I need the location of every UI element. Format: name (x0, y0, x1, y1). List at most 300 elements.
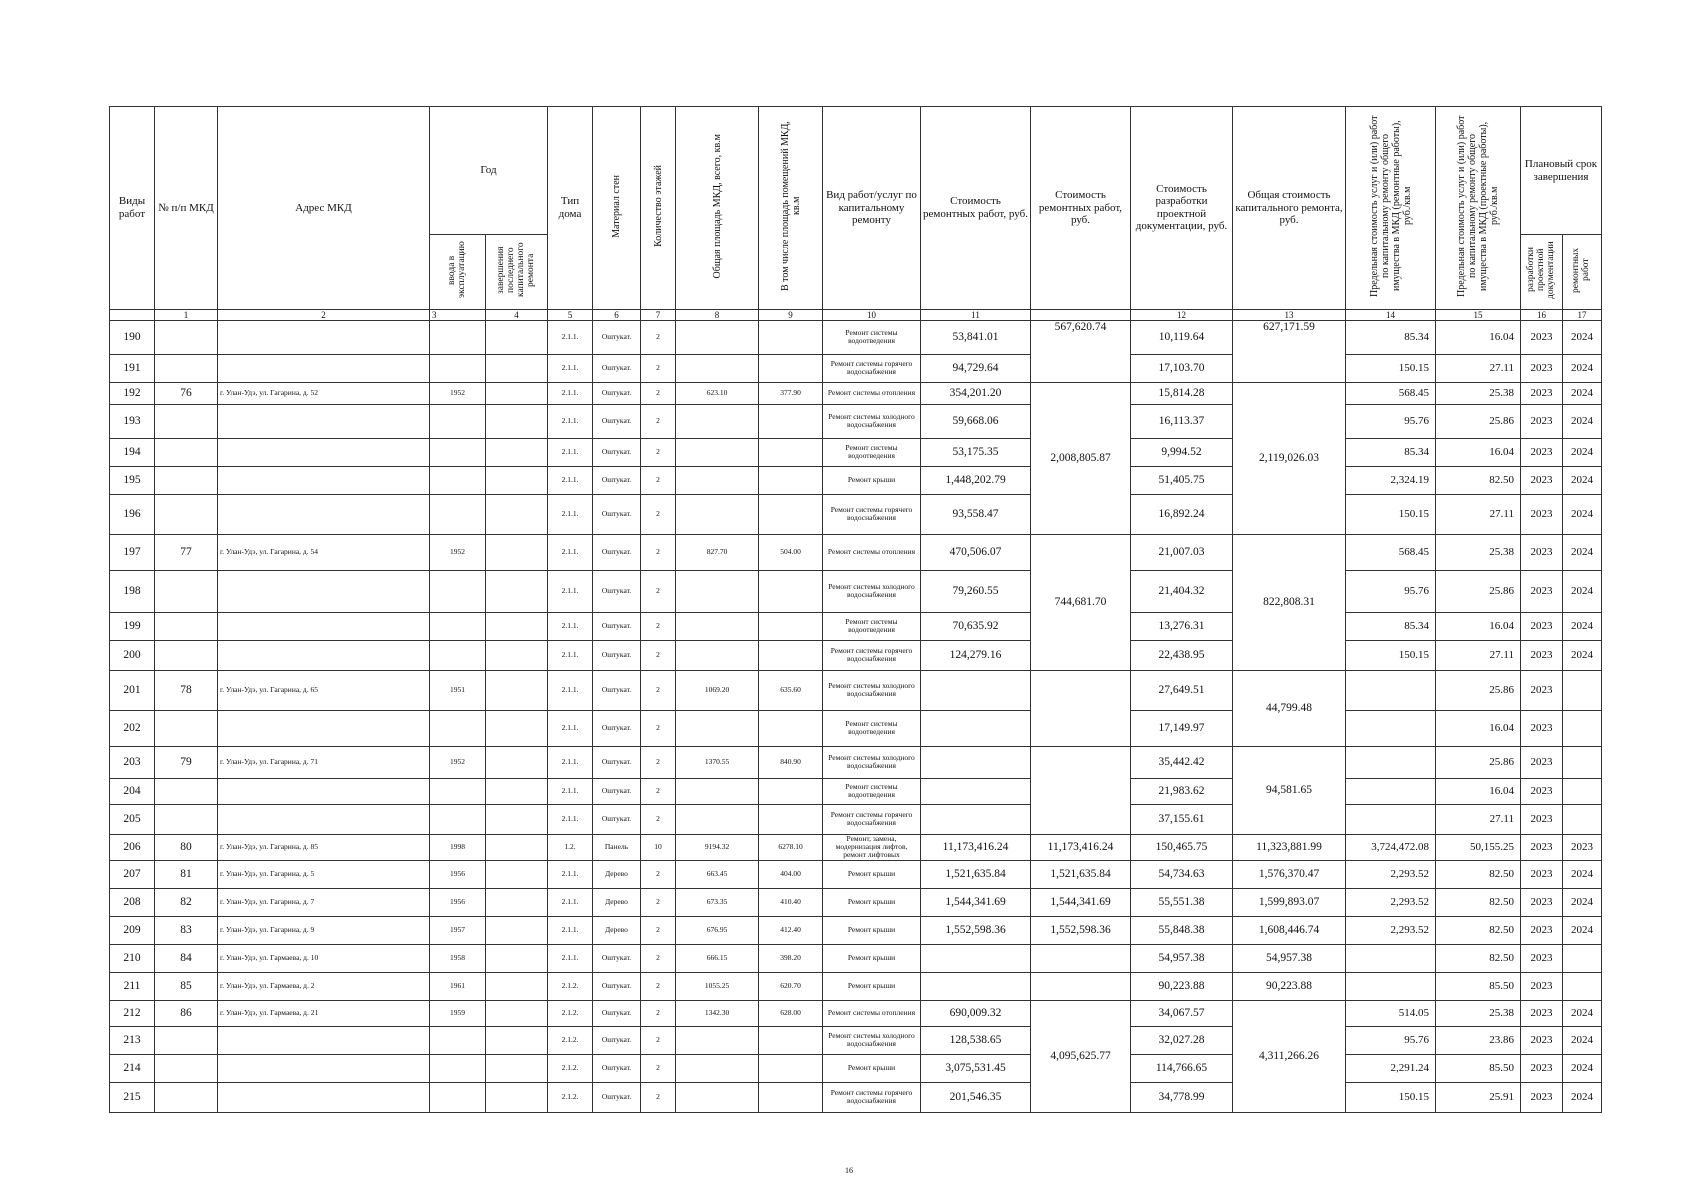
column-number: 3 (430, 309, 486, 320)
floors: 2 (641, 640, 676, 670)
floors: 2 (641, 570, 676, 612)
total-area (676, 710, 759, 746)
repair-cost-total (1031, 972, 1131, 1000)
plan-design-year: 2023 (1521, 944, 1563, 972)
plan-repair-year: 2024 (1563, 570, 1602, 612)
row-number: 206 (110, 834, 155, 860)
row-number: 199 (110, 612, 155, 640)
plan-design-year: 2023 (1521, 534, 1563, 570)
row-number: 193 (110, 404, 155, 438)
column-number: 13 (1233, 309, 1346, 320)
wall-material: Оштукат. (593, 438, 641, 466)
premises-area (759, 354, 823, 382)
work-kind: Ремонт системы отопления (823, 382, 921, 404)
row-number: 192 (110, 382, 155, 404)
premises-area (759, 438, 823, 466)
work-kind: Ремонт крыши (823, 466, 921, 494)
premises-area (759, 494, 823, 534)
plan-design-year: 2023 (1521, 834, 1563, 860)
premises-area: 635.60 (759, 670, 823, 710)
premises-area (759, 640, 823, 670)
header-floors: Количество этажей (641, 107, 676, 310)
row-number: 209 (110, 916, 155, 944)
page-number: 16 (845, 1166, 853, 1175)
premises-area (759, 320, 823, 354)
limit-repair: 85.34 (1346, 438, 1436, 466)
design-cost: 54,957.38 (1131, 944, 1233, 972)
limit-repair: 3,724,472.08 (1346, 834, 1436, 860)
total-area (676, 320, 759, 354)
floors: 2 (641, 670, 676, 710)
wall-material: Оштукат. (593, 804, 641, 834)
premises-area (759, 1026, 823, 1054)
mkd-number: 78 (155, 670, 218, 710)
design-cost: 17,149.97 (1131, 710, 1233, 746)
premises-area (759, 570, 823, 612)
table-row (110, 570, 1602, 612)
commissioning-year: 1961 (430, 972, 486, 1000)
limit-design: 82.50 (1436, 860, 1521, 888)
work-kind: Ремонт системы водоотведения (823, 612, 921, 640)
last-repair-year (486, 1082, 548, 1112)
plan-design-year: 2023 (1521, 466, 1563, 494)
design-cost: 17,103.70 (1131, 354, 1233, 382)
wall-material: Оштукат. (593, 1054, 641, 1082)
total-area (676, 1082, 759, 1112)
mkd-number: 82 (155, 888, 218, 916)
wall-material: Дерево (593, 916, 641, 944)
limit-repair: 568.45 (1346, 534, 1436, 570)
total-cost: 822,808.31 (1233, 534, 1346, 670)
repair-cost-total: 1,521,635.84 (1031, 860, 1131, 888)
design-cost: 90,223.88 (1131, 972, 1233, 1000)
premises-area (759, 1054, 823, 1082)
floors: 2 (641, 1082, 676, 1112)
limit-design: 27.11 (1436, 494, 1521, 534)
house-type: 2.1.2. (548, 1000, 593, 1026)
premises-area: 398.20 (759, 944, 823, 972)
plan-design-year: 2023 (1521, 494, 1563, 534)
floors: 2 (641, 916, 676, 944)
plan-design-year: 2023 (1521, 612, 1563, 640)
mkd-number: 83 (155, 916, 218, 944)
limit-repair: 514.05 (1346, 1000, 1436, 1026)
wall-material: Оштукат. (593, 710, 641, 746)
mkd-number: 84 (155, 944, 218, 972)
total-cost: 94,581.65 (1233, 746, 1346, 834)
last-repair-year (486, 860, 548, 888)
last-repair-year (486, 710, 548, 746)
header-total-area: Общая площадь МКД, всего, кв.м (676, 107, 759, 310)
repair-cost-total: 11,173,416.24 (1031, 834, 1131, 860)
table-row (110, 804, 1602, 834)
design-cost: 150,465.75 (1131, 834, 1233, 860)
table-row (110, 670, 1602, 710)
work-kind: Ремонт системы холодного водоснабжения (823, 670, 921, 710)
header-limit-design: Предельная стоимость услуг и (или) работ по капитальному ремонту общего имущества в МКД (проектные работы), руб./кв.м (1436, 107, 1521, 310)
house-type: 1.2. (548, 834, 593, 860)
mkd-number (155, 494, 218, 534)
row-number: 214 (110, 1054, 155, 1082)
work-kind: Ремонт системы горячего водоснабжения (823, 494, 921, 534)
mkd-number (155, 354, 218, 382)
plan-design-year: 2023 (1521, 404, 1563, 438)
plan-repair-year: 2024 (1563, 494, 1602, 534)
limit-repair (1346, 972, 1436, 1000)
floors: 2 (641, 804, 676, 834)
house-type: 2.1.2. (548, 972, 593, 1000)
total-cost: 90,223.88 (1233, 972, 1346, 1000)
address: г. Улан-Удэ, ул. Гагарина, д. 5 (218, 860, 430, 888)
wall-material: Оштукат. (593, 746, 641, 778)
floors: 2 (641, 466, 676, 494)
work-kind: Ремонт крыши (823, 944, 921, 972)
table-row (110, 972, 1602, 1000)
house-type: 2.1.1. (548, 710, 593, 746)
repair-cost: 93,558.47 (921, 494, 1031, 534)
plan-design-year: 2023 (1521, 570, 1563, 612)
column-number: 16 (1521, 309, 1563, 320)
table-row (110, 888, 1602, 916)
house-type: 2.1.1. (548, 640, 593, 670)
wall-material: Оштукат. (593, 404, 641, 438)
premises-area (759, 466, 823, 494)
limit-repair: 95.76 (1346, 404, 1436, 438)
address: г. Улан-Удэ, ул. Гагарина, д. 65 (218, 670, 430, 710)
repair-cost-total: 567,620.74 (1031, 320, 1131, 382)
limit-design: 27.11 (1436, 354, 1521, 382)
repair-cost: 53,175.35 (921, 438, 1031, 466)
house-type: 2.1.1. (548, 404, 593, 438)
floors: 2 (641, 710, 676, 746)
plan-repair-year: 2024 (1563, 1054, 1602, 1082)
row-number: 207 (110, 860, 155, 888)
table-row (110, 466, 1602, 494)
premises-area (759, 778, 823, 804)
premises-area: 6278.10 (759, 834, 823, 860)
row-number: 215 (110, 1082, 155, 1112)
address (218, 438, 430, 466)
plan-design-year: 2023 (1521, 746, 1563, 778)
repair-cost: 1,544,341.69 (921, 888, 1031, 916)
commissioning-year: 1952 (430, 534, 486, 570)
table-row (110, 354, 1602, 382)
design-cost: 114,766.65 (1131, 1054, 1233, 1082)
design-cost: 34,778.99 (1131, 1082, 1233, 1112)
row-number: 205 (110, 804, 155, 834)
design-cost: 10,119.64 (1131, 320, 1233, 354)
plan-repair-year: 2024 (1563, 1082, 1602, 1112)
table-row (110, 1082, 1602, 1112)
address: г. Улан-Удэ, ул. Гагарина, д. 7 (218, 888, 430, 916)
house-type: 2.1.1. (548, 888, 593, 916)
header-work-kind: Вид работ/услуг по капитальному ремонту (823, 107, 921, 310)
address: г. Улан-Удэ, ул. Гагарина, д. 85 (218, 834, 430, 860)
premises-area: 410.40 (759, 888, 823, 916)
address (218, 404, 430, 438)
repair-cost: 79,260.55 (921, 570, 1031, 612)
total-area: 1055.25 (676, 972, 759, 1000)
plan-repair-year (1563, 746, 1602, 778)
last-repair-year (486, 320, 548, 354)
total-cost: 4,311,266.26 (1233, 1000, 1346, 1112)
plan-design-year: 2023 (1521, 1000, 1563, 1026)
work-kind: Ремонт системы холодного водоснабжения (823, 404, 921, 438)
floors: 2 (641, 320, 676, 354)
limit-repair: 2,293.52 (1346, 916, 1436, 944)
total-area (676, 404, 759, 438)
mkd-number: 80 (155, 834, 218, 860)
total-cost: 1,599,893.07 (1233, 888, 1346, 916)
total-area: 1342.30 (676, 1000, 759, 1026)
design-cost: 21,983.62 (1131, 778, 1233, 804)
limit-repair: 85.34 (1346, 320, 1436, 354)
total-cost: 1,576,370.47 (1233, 860, 1346, 888)
total-area: 1370.55 (676, 746, 759, 778)
plan-design-year: 2023 (1521, 710, 1563, 746)
total-cost: 11,323,881.99 (1233, 834, 1346, 860)
plan-design-year: 2023 (1521, 320, 1563, 354)
house-type: 2.1.1. (548, 612, 593, 640)
column-number: 15 (1436, 309, 1521, 320)
premises-area: 504.00 (759, 534, 823, 570)
column-number (110, 309, 155, 320)
plan-design-year: 2023 (1521, 804, 1563, 834)
commissioning-year (430, 320, 486, 354)
column-number: 6 (593, 309, 641, 320)
floors: 2 (641, 778, 676, 804)
floors: 2 (641, 1000, 676, 1026)
commissioning-year (430, 778, 486, 804)
floors: 2 (641, 438, 676, 466)
wall-material: Оштукат. (593, 1026, 641, 1054)
work-kind: Ремонт крыши (823, 888, 921, 916)
address: г. Улан-Удэ, ул. Гармаева, д. 2 (218, 972, 430, 1000)
total-area (676, 466, 759, 494)
design-cost: 16,892.24 (1131, 494, 1233, 534)
work-kind: Ремонт крыши (823, 972, 921, 1000)
table-row (110, 710, 1602, 746)
table-row (110, 438, 1602, 466)
design-cost: 55,848.38 (1131, 916, 1233, 944)
plan-repair-year (1563, 778, 1602, 804)
house-type: 2.1.1. (548, 534, 593, 570)
design-cost: 13,276.31 (1131, 612, 1233, 640)
header-design-cost: Стоимость разработки проектной документации, руб. (1131, 107, 1233, 310)
mkd-number: 85 (155, 972, 218, 1000)
last-repair-year (486, 888, 548, 916)
repair-cost: 11,173,416.24 (921, 834, 1031, 860)
floors: 2 (641, 888, 676, 916)
floors: 2 (641, 746, 676, 778)
last-repair-year (486, 640, 548, 670)
total-area (676, 778, 759, 804)
repair-cost-total (1031, 670, 1131, 746)
plan-design-year: 2023 (1521, 860, 1563, 888)
design-cost: 15,814.28 (1131, 382, 1233, 404)
wall-material: Оштукат. (593, 354, 641, 382)
header-plan-repair: ремонтных работ (1563, 235, 1602, 310)
row-number: 211 (110, 972, 155, 1000)
design-cost: 37,155.61 (1131, 804, 1233, 834)
mkd-number: 76 (155, 382, 218, 404)
limit-repair: 2,324.19 (1346, 466, 1436, 494)
plan-design-year: 2023 (1521, 972, 1563, 1000)
work-kind: Ремонт системы водоотведения (823, 710, 921, 746)
work-kind: Ремонт системы горячего водоснабжения (823, 640, 921, 670)
design-cost: 16,113.37 (1131, 404, 1233, 438)
plan-repair-year (1563, 944, 1602, 972)
row-number: 204 (110, 778, 155, 804)
plan-repair-year: 2024 (1563, 1026, 1602, 1054)
row-number: 198 (110, 570, 155, 612)
row-number: 213 (110, 1026, 155, 1054)
plan-design-year: 2023 (1521, 778, 1563, 804)
design-cost: 34,067.57 (1131, 1000, 1233, 1026)
limit-design: 16.04 (1436, 320, 1521, 354)
commissioning-year (430, 466, 486, 494)
house-type: 2.1.1. (548, 746, 593, 778)
design-cost: 27,649.51 (1131, 670, 1233, 710)
last-repair-year (486, 570, 548, 612)
mkd-number (155, 404, 218, 438)
wall-material: Оштукат. (593, 612, 641, 640)
premises-area (759, 612, 823, 640)
row-number: 210 (110, 944, 155, 972)
commissioning-year (430, 1026, 486, 1054)
address: г. Улан-Удэ, ул. Гармаева, д. 21 (218, 1000, 430, 1026)
premises-area: 840.90 (759, 746, 823, 778)
commissioning-year (430, 804, 486, 834)
repair-cost: 354,201.20 (921, 382, 1031, 404)
design-cost: 9,994.52 (1131, 438, 1233, 466)
header-last-repair-year: завершения последнего капитального ремонта (486, 235, 548, 310)
premises-area (759, 804, 823, 834)
row-number: 208 (110, 888, 155, 916)
repair-cost (921, 778, 1031, 804)
last-repair-year (486, 972, 548, 1000)
limit-design: 85.50 (1436, 972, 1521, 1000)
last-repair-year (486, 916, 548, 944)
limit-design: 16.04 (1436, 710, 1521, 746)
row-number: 201 (110, 670, 155, 710)
work-kind: Ремонт системы холодного водоснабжения (823, 1026, 921, 1054)
column-number: 14 (1346, 309, 1436, 320)
limit-repair: 2,293.52 (1346, 860, 1436, 888)
mkd-number (155, 778, 218, 804)
table-row (110, 916, 1602, 944)
premises-area (759, 1082, 823, 1112)
mkd-number: 79 (155, 746, 218, 778)
limit-design: 27.11 (1436, 640, 1521, 670)
total-cost: 44,799.48 (1233, 670, 1346, 746)
wall-material: Оштукат. (593, 778, 641, 804)
floors: 2 (641, 534, 676, 570)
mkd-number (155, 710, 218, 746)
repair-cost: 59,668.06 (921, 404, 1031, 438)
row-number: 212 (110, 1000, 155, 1026)
plan-repair-year: 2024 (1563, 612, 1602, 640)
mkd-number (155, 1082, 218, 1112)
work-kind: Ремонт системы водоотведения (823, 320, 921, 354)
repair-cost-total: 2,008,805.87 (1031, 382, 1131, 534)
design-cost: 54,734.63 (1131, 860, 1233, 888)
plan-repair-year: 2024 (1563, 354, 1602, 382)
repair-cost: 1,448,202.79 (921, 466, 1031, 494)
address: г. Улан-Удэ, ул. Гагарина, д. 71 (218, 746, 430, 778)
table-row (110, 534, 1602, 570)
work-kind: Ремонт крыши (823, 916, 921, 944)
floors: 2 (641, 404, 676, 438)
plan-repair-year (1563, 710, 1602, 746)
commissioning-year (430, 494, 486, 534)
address (218, 710, 430, 746)
total-area: 676.95 (676, 916, 759, 944)
repair-cost: 53,841.01 (921, 320, 1031, 354)
mkd-number (155, 804, 218, 834)
mkd-number: 81 (155, 860, 218, 888)
house-type: 2.1.1. (548, 382, 593, 404)
last-repair-year (486, 944, 548, 972)
last-repair-year (486, 1026, 548, 1054)
commissioning-year: 1959 (430, 1000, 486, 1026)
row-number: 191 (110, 354, 155, 382)
premises-area (759, 404, 823, 438)
repair-cost: 70,635.92 (921, 612, 1031, 640)
work-kind: Ремонт системы горячего водоснабжения (823, 804, 921, 834)
work-kind: Ремонт крыши (823, 1054, 921, 1082)
repair-cost: 94,729.64 (921, 354, 1031, 382)
total-area (676, 640, 759, 670)
mkd-number (155, 570, 218, 612)
limit-repair: 95.76 (1346, 1026, 1436, 1054)
premises-area: 628.00 (759, 1000, 823, 1026)
row-number: 197 (110, 534, 155, 570)
wall-material: Оштукат. (593, 944, 641, 972)
capital-repair-table (109, 106, 1602, 1113)
mkd-number (155, 612, 218, 640)
limit-design: 50,155.25 (1436, 834, 1521, 860)
design-cost: 22,438.95 (1131, 640, 1233, 670)
house-type: 2.1.1. (548, 804, 593, 834)
row-number: 200 (110, 640, 155, 670)
address (218, 778, 430, 804)
header-repair-cost-total: Стоимость ремонтных работ, руб. (1031, 107, 1131, 310)
header-wall-material: Материал стен (593, 107, 641, 310)
row-number: 203 (110, 746, 155, 778)
premises-area: 412.40 (759, 916, 823, 944)
mkd-number: 77 (155, 534, 218, 570)
limit-design: 25.38 (1436, 534, 1521, 570)
limit-design: 82.50 (1436, 888, 1521, 916)
wall-material: Оштукат. (593, 1000, 641, 1026)
last-repair-year (486, 1054, 548, 1082)
total-area: 673.35 (676, 888, 759, 916)
floors: 2 (641, 612, 676, 640)
floors: 2 (641, 354, 676, 382)
mkd-number (155, 438, 218, 466)
address (218, 612, 430, 640)
row-number: 202 (110, 710, 155, 746)
limit-repair (1346, 670, 1436, 710)
plan-design-year: 2023 (1521, 1082, 1563, 1112)
commissioning-year (430, 612, 486, 640)
total-cost: 2,119,026.03 (1233, 382, 1346, 534)
commissioning-year: 1951 (430, 670, 486, 710)
column-number-row (110, 309, 1602, 320)
total-area (676, 1026, 759, 1054)
header-house-type: Тип дома (548, 107, 593, 310)
